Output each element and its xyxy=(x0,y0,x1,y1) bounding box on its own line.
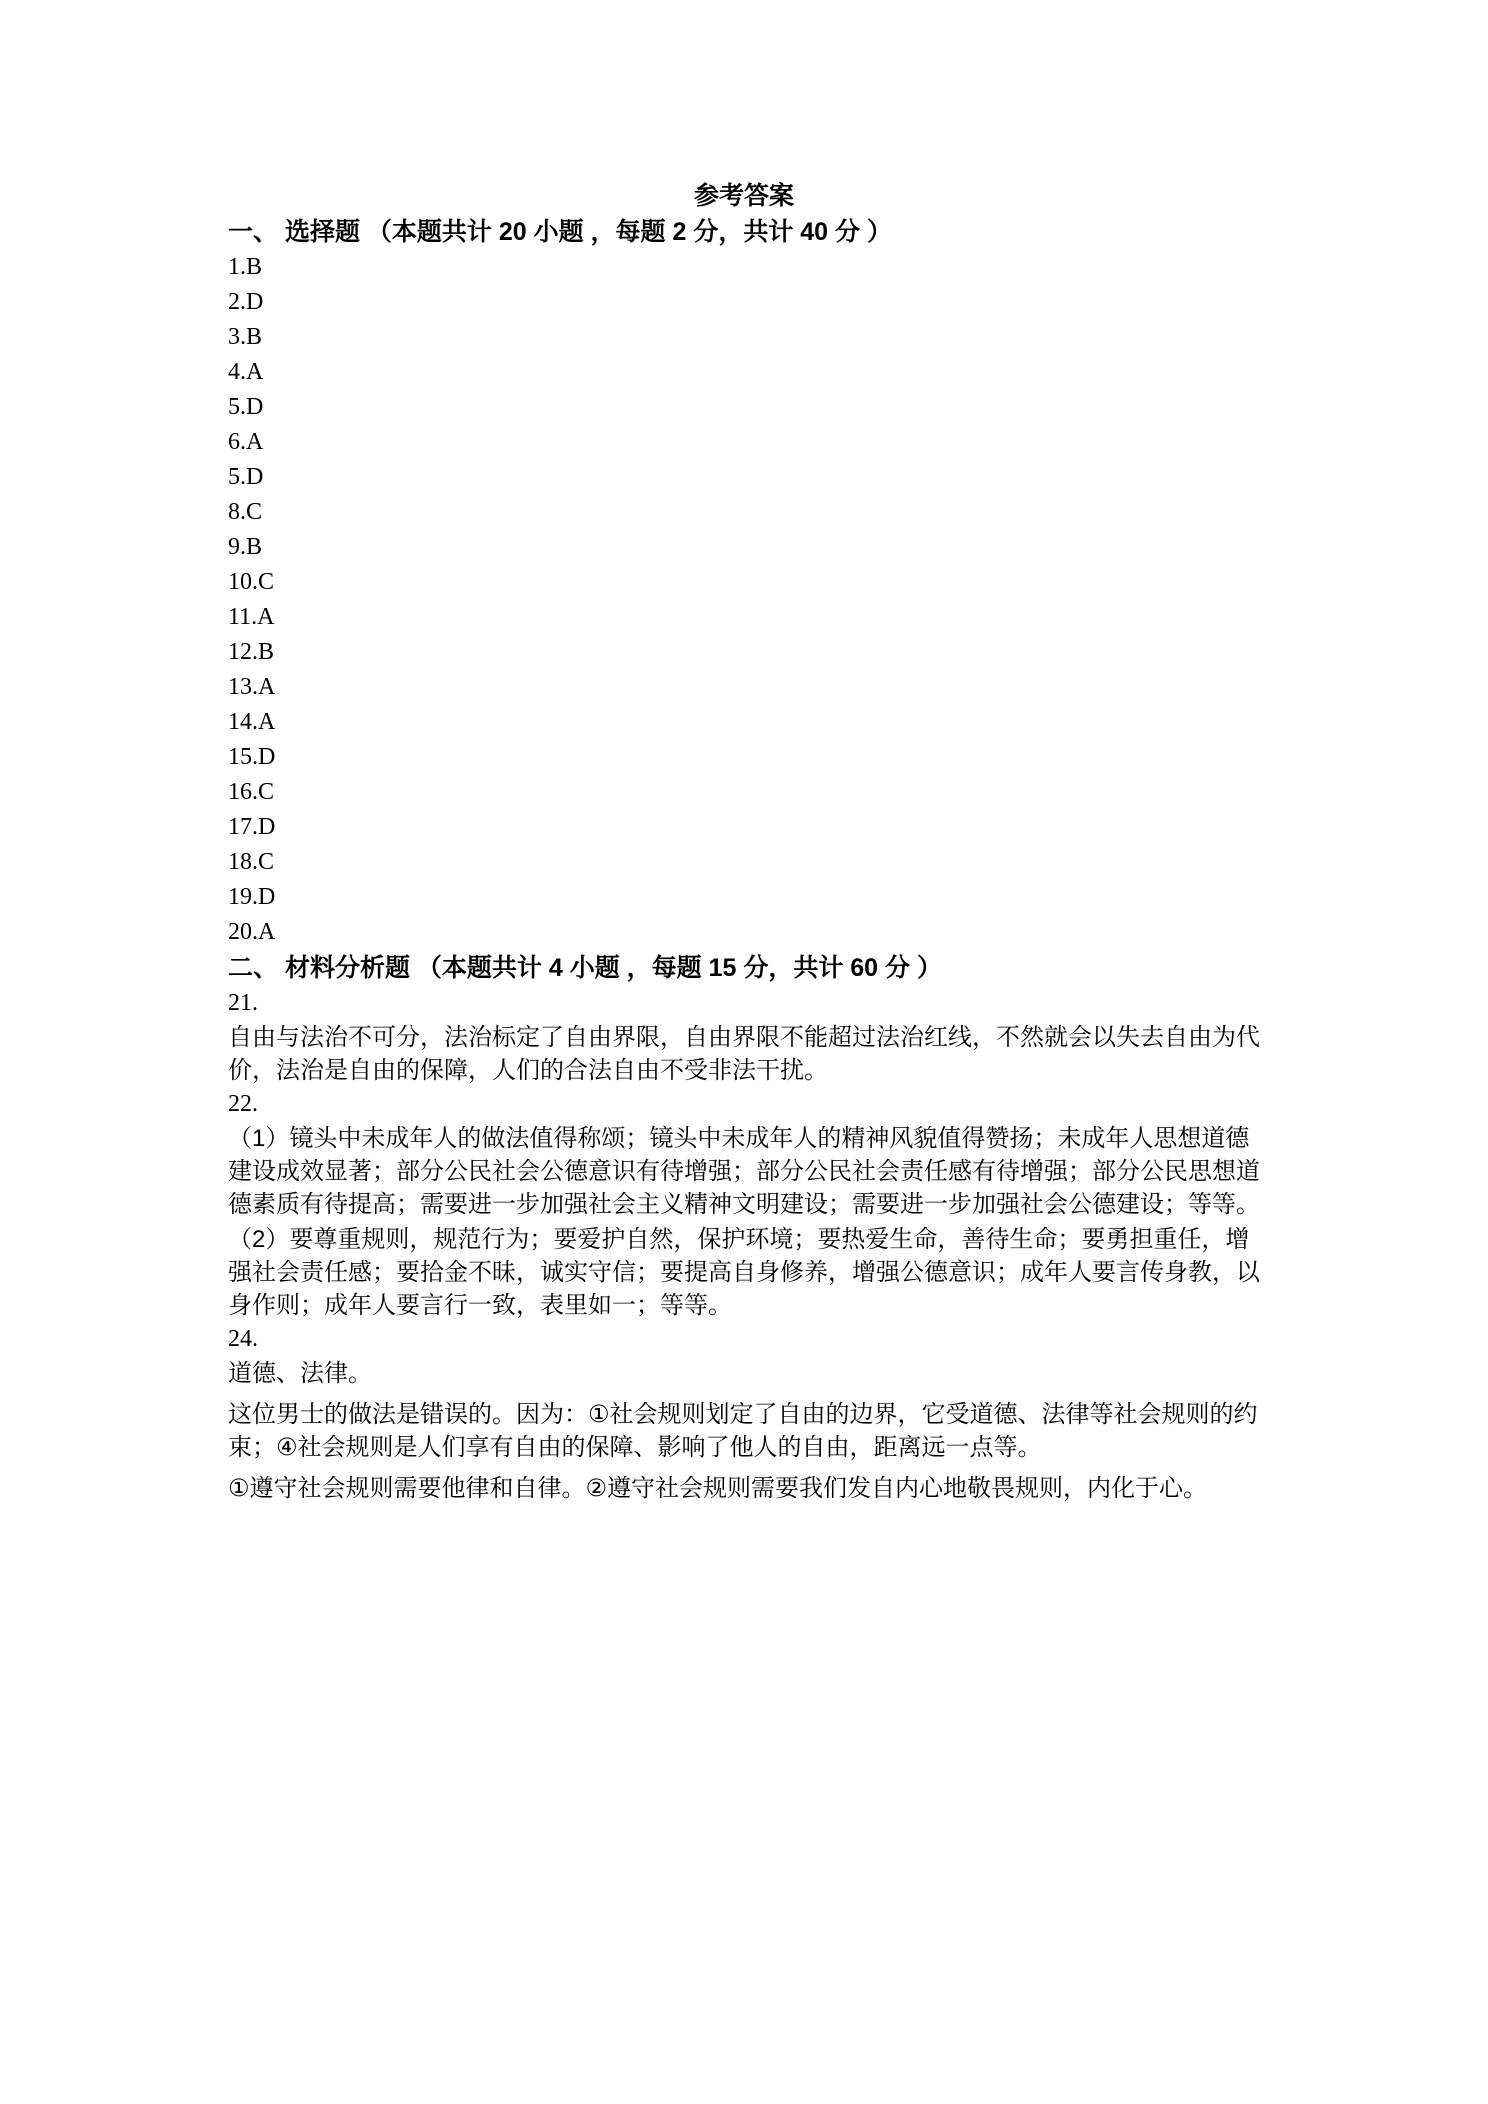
choice-answer-item: 17.D xyxy=(228,814,276,840)
choice-answer-item: 20.A xyxy=(228,919,276,945)
question-24-number: 24. xyxy=(228,1326,258,1352)
choice-answer-item: 5.D xyxy=(228,394,264,420)
question-24-answer-1: 道德、法律。 xyxy=(228,1360,372,1387)
choice-answer-item: 13.A xyxy=(228,674,276,700)
choice-answer-item: 15.D xyxy=(228,744,276,770)
spacer xyxy=(228,1464,1268,1472)
question-21-number: 21. xyxy=(228,990,258,1016)
choice-answer-item: 4.A xyxy=(228,359,264,385)
choice-answer-item: 11.A xyxy=(228,604,275,630)
choice-answer-item: 16.C xyxy=(228,779,275,805)
choice-answer-item: 9.B xyxy=(228,534,263,560)
choice-answer-item: 5.D xyxy=(228,464,264,490)
question-22-part-2: （2）要尊重规则，规范行为；要爱护自然，保护环境；要热爱生命，善待生命；要勇担重任，增强社会责任感；要拾金不昧，诚实守信；要提高自身修养，增强公德意识；成年人要言传身教，以身作则；成年人要言行一致，表里如一；等等。 xyxy=(228,1226,1260,1319)
choice-answer-item: 3.B xyxy=(228,324,263,350)
choice-answer-item: 2.D xyxy=(228,289,264,315)
choice-answer-item: 6.A xyxy=(228,429,264,455)
question-22-number: 22. xyxy=(228,1091,258,1117)
choice-answer-item: 1.B xyxy=(228,254,263,280)
question-21-answer: 自由与法治不可分，法治标定了自由界限，自由界限不能超过法治红线，不然就会以失去自由为代价，法治是自由的保障，人们的合法自由不受非法干扰。 xyxy=(228,1024,1260,1084)
choice-answer-item: 19.D xyxy=(228,884,276,910)
question-22-part-1: （1）镜头中未成年人的做法值得称颂；镜头中未成年人的精神风貌值得赞扬；未成年人思想道德建设成效显著；部分公民社会公德意识有待增强；部分公民社会责任感有待增强；部分公民思想道德素质有待提高；需要进一步加强社会主义精神文明建设；需要进一步加强社会公德建设；等等。 xyxy=(228,1125,1260,1218)
section-1-heading: 一、 选择题 （本题共计 20 小题 ，每题 2 分，共计 40 分 ） xyxy=(228,218,892,246)
page-title: 参考答案 xyxy=(693,182,794,210)
question-24-answer-2: 这位男士的做法是错误的。因为：①社会规则划定了自由的边界，它受道德、法律等社会规则的约束；④社会规则是人们享有自由的保障、影响了他人的自由，距离远一点等。 xyxy=(228,1401,1258,1461)
spacer xyxy=(228,1390,1268,1398)
choice-answer-list xyxy=(228,250,1268,950)
choice-answer-item: 18.C xyxy=(228,849,275,875)
choice-answer-item: 12.B xyxy=(228,639,275,665)
choice-answer-item: 14.A xyxy=(228,709,276,735)
question-24-answer-3: ①遵守社会规则需要他律和自律。②遵守社会规则需要我们发自内心地敬畏规则，内化于心。 xyxy=(228,1475,1208,1502)
choice-answer-item: 10.C xyxy=(228,569,275,595)
choice-answer-item: 8.C xyxy=(228,499,263,525)
document-body xyxy=(228,214,1268,1505)
section-2-heading: 二、 材料分析题 （本题共计 4 小题 ，每题 15 分，共计 60 分 ） xyxy=(228,954,942,982)
